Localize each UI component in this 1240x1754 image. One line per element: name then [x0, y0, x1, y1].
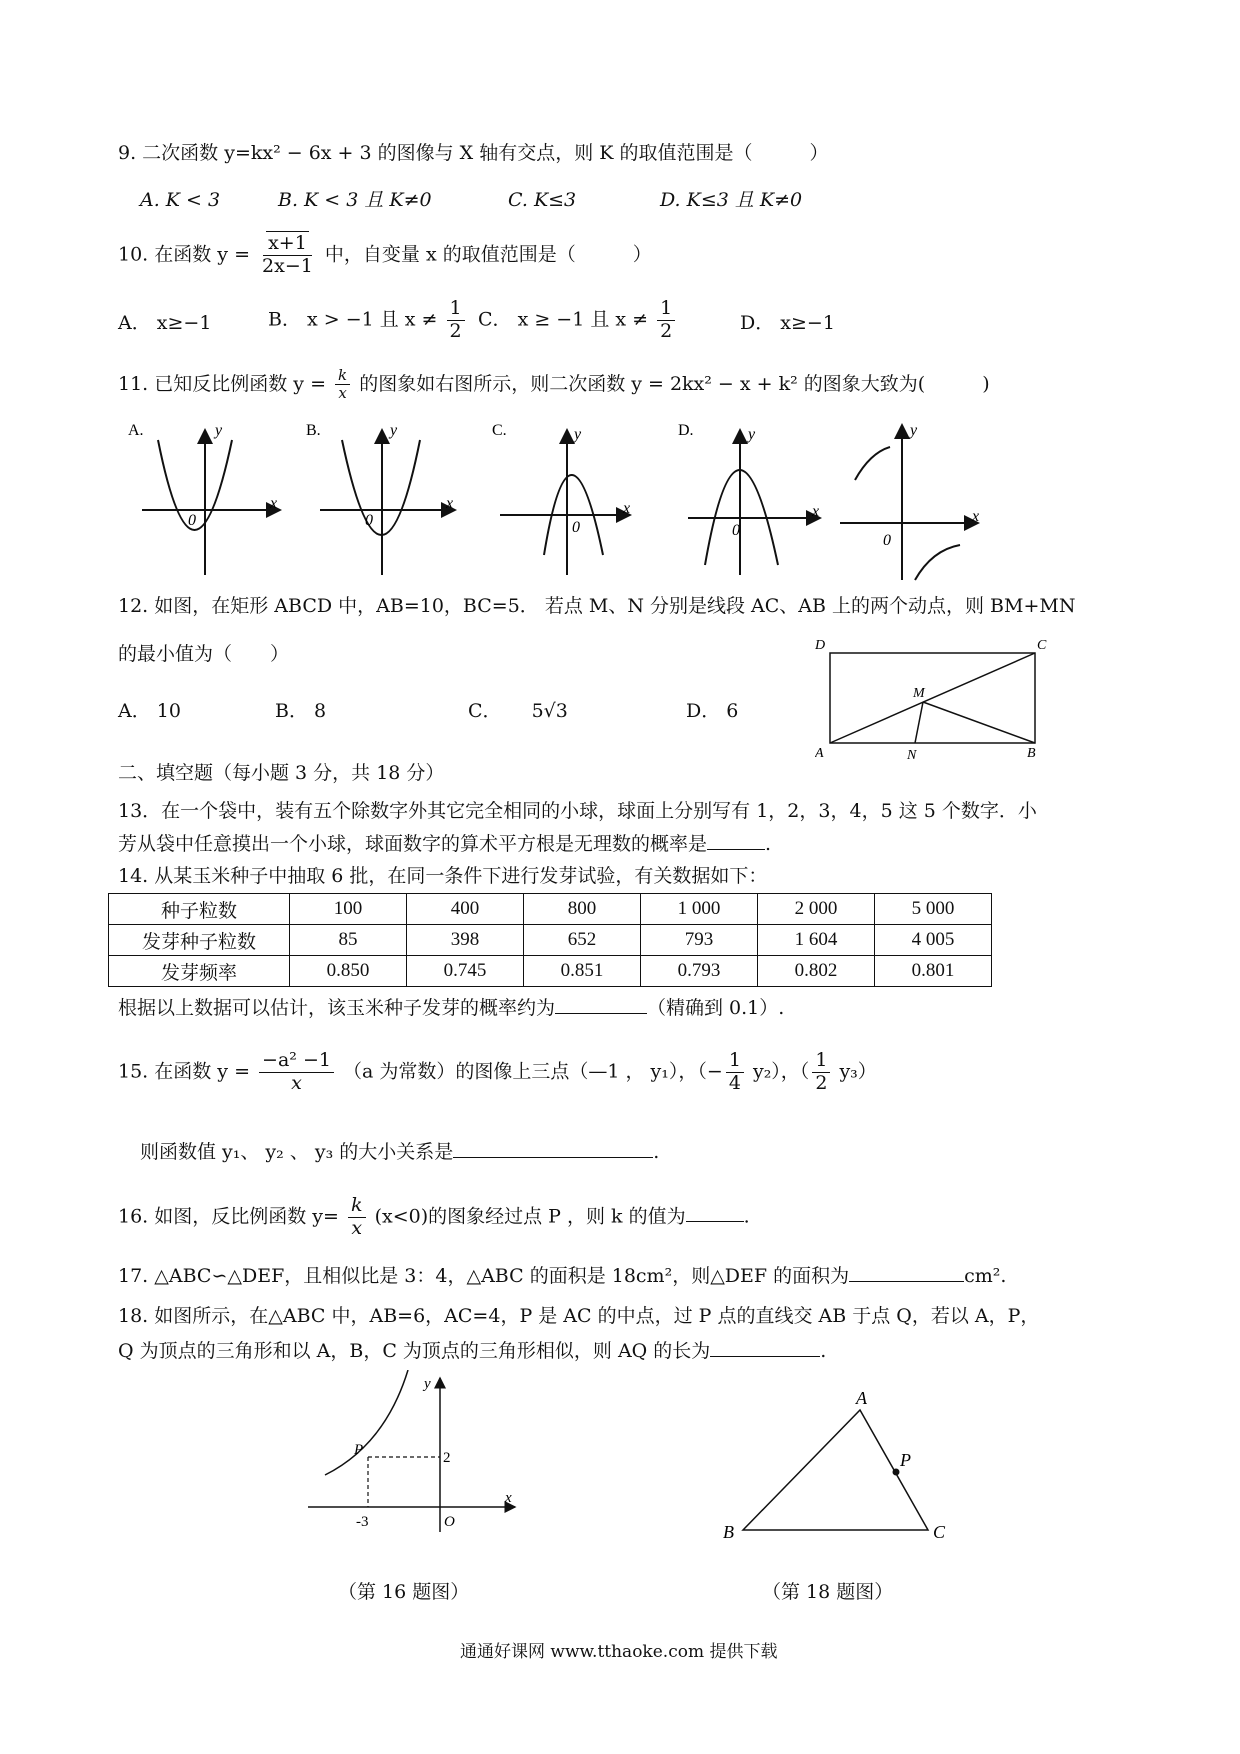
q18-line1: 18. 如图所示，在△ABC 中，AB=6，AC=4，P 是 AC 的中点，过 P 点的直线交 AB 于点 Q，若以 A，P， — [118, 1305, 1040, 1327]
q11-b-origin: 0 — [365, 512, 373, 529]
q14-conclusion — [118, 997, 784, 1020]
table-cell: 发芽种子粒数 — [109, 925, 290, 956]
q10-option-c-text: C． x ≥ −1 且 x ≠ — [478, 308, 649, 331]
q15-answer-blank — [453, 1141, 653, 1158]
q15-line2-end: . — [653, 1141, 660, 1163]
q10-c-half-num: 1 — [657, 298, 675, 321]
q15-line2 — [140, 1141, 659, 1164]
q11-b-y: y — [390, 422, 398, 439]
q11-a-y: y — [215, 422, 223, 439]
q17-end: cm². — [964, 1265, 1007, 1287]
q17-stem — [118, 1265, 1006, 1288]
table-cell: 2 000 — [758, 894, 875, 925]
q10-stem — [118, 233, 652, 278]
q11-k: k — [335, 367, 350, 385]
table-cell: 652 — [524, 925, 641, 956]
q12-label-d: D — [815, 638, 826, 653]
q12-option-a: A． 10 — [118, 700, 181, 722]
q9-option-d: D. K≤3 且 K≠0 — [660, 189, 803, 211]
q12-label-a: A — [815, 746, 824, 761]
q18-line2 — [118, 1340, 826, 1363]
q18-answer-blank — [710, 1340, 820, 1357]
table-cell: 0.850 — [290, 956, 407, 987]
figure-18-triangle — [715, 1390, 965, 1540]
q16-answer-blank — [686, 1205, 744, 1222]
figure-18-caption: （第 18 题图） — [762, 1581, 894, 1603]
q14-after-post: （精确到 0.1）. — [647, 997, 785, 1019]
q15-denominator: x — [291, 1071, 302, 1094]
q12-option-b: B． 8 — [275, 700, 327, 722]
q10-tail: 中，自变量 x 的取值范围是（ ） — [324, 243, 652, 266]
q15-end: y₃） — [833, 1060, 877, 1083]
q11-graph-c — [492, 422, 630, 575]
q11-graph-b — [306, 422, 455, 575]
q17-answer-blank — [849, 1265, 964, 1282]
q11-tail: 的图象如右图所示，则二次函数 y = 2kx² − x + k² 的图象大致为( ) — [359, 372, 990, 395]
table-cell: 种子粒数 — [109, 894, 290, 925]
q14-answer-blank — [555, 997, 647, 1014]
q12-label-n: N — [907, 748, 917, 763]
q15-line2-text: 则函数值 y₁、 y₂ 、 y₃ 的大小关系是 — [140, 1141, 454, 1163]
q12-label-b: B — [1027, 746, 1036, 761]
q15-frac1-num: 1 — [726, 1050, 744, 1073]
q16-lead: 16. 如图，反比例函数 y= — [118, 1205, 339, 1228]
q11-c-origin: 0 — [572, 519, 580, 536]
q12-option-c-label: C． — [468, 700, 502, 722]
q10-c-half-den: 2 — [660, 319, 673, 342]
q11-graph-a — [128, 422, 280, 575]
table-cell: 85 — [290, 925, 407, 956]
q9-option-b: B. K < 3 且 K≠0 — [278, 189, 432, 211]
q11-a-origin: 0 — [188, 512, 196, 529]
q11-d-x: x — [812, 503, 820, 520]
q12-option-c — [468, 700, 568, 723]
table-cell: 4 005 — [875, 925, 992, 956]
q10-b-half-den: 2 — [449, 319, 462, 342]
q11-reference-hyperbola — [840, 422, 979, 580]
q11-x: x — [338, 384, 347, 403]
q10-option-d: D． x≥−1 — [740, 312, 835, 334]
fig18-label-c: C — [933, 1522, 946, 1540]
q15-mid2: y₂），（ — [746, 1060, 810, 1083]
fig16-tick-2: 2 — [443, 1450, 451, 1466]
q11-b-x: x — [446, 495, 454, 512]
table-cell: 800 — [524, 894, 641, 925]
table-cell: 0.745 — [407, 956, 524, 987]
table-cell: 0.793 — [641, 956, 758, 987]
fig18-label-a: A — [856, 1390, 867, 1408]
q18-line2-text: Q 为顶点的三角形和以 A，B，C 为顶点的三角形相似，则 AQ 的长为 — [118, 1340, 711, 1362]
q14-after-pre: 根据以上数据可以估计，该玉米种子发芽的概率约为 — [118, 997, 556, 1019]
q12-line1: 12. 如图，在矩形 ABCD 中，AB=10，BC=5． 若点 M、N 分别是线段 AC、AB 上的两个动点，则 BM+MN — [118, 595, 1076, 617]
q15-lead: 15. 在函数 y = — [118, 1060, 250, 1083]
table-cell: 0.802 — [758, 956, 875, 987]
q10-option-a: A． x≥−1 — [118, 312, 212, 334]
q15-frac2-num: 1 — [812, 1050, 830, 1073]
section-fill-in-title: 二、填空题（每小题 3 分，共 18 分） — [118, 762, 445, 784]
q10-denominator: 2x−1 — [262, 254, 313, 277]
q11-graph-d — [678, 422, 820, 575]
q13-end: . — [765, 833, 772, 855]
table-cell: 100 — [290, 894, 407, 925]
fig16-p-label: P — [354, 1442, 364, 1458]
fig16-tick-neg3: -3 — [356, 1514, 369, 1530]
q9-option-a: A. K < 3 — [140, 189, 221, 211]
q16-tail: (x<0)的图象经过点 P ，则 k 的值为 — [374, 1205, 686, 1228]
q10-option-c — [478, 298, 678, 343]
table-cell: 398 — [407, 925, 524, 956]
fig16-y-label: y — [424, 1376, 431, 1392]
q11-ref-x: x — [972, 508, 980, 525]
q10-b-half-num: 1 — [447, 298, 465, 321]
table-cell: 793 — [641, 925, 758, 956]
q12-option-d: D． 6 — [686, 700, 739, 722]
q11-ref-y: y — [910, 422, 918, 439]
figure-16-hyperbola — [300, 1370, 530, 1540]
table-cell: 发芽频率 — [109, 956, 290, 987]
q17-text: 17. △ABC∽△DEF，且相似比是 3：4，△ABC 的面积是 18cm²，则△DEF 的面积为 — [118, 1265, 850, 1287]
q10-lead: 10. 在函数 y = — [118, 243, 250, 266]
q16-numerator: k — [348, 1195, 366, 1218]
q16-denominator: x — [351, 1216, 363, 1239]
q10-numerator: x+1 — [268, 232, 307, 254]
q13-answer-blank — [707, 833, 765, 850]
q13-line2-text: 芳从袋中任意摸出一个小球，球面数字的算术平方根是无理数的概率是 — [118, 833, 708, 855]
q12-rectangle-figure — [815, 635, 1055, 765]
table-cell: 5 000 — [875, 894, 992, 925]
fig16-x-label: x — [505, 1490, 512, 1506]
q11-graph-b-label: B. — [306, 422, 321, 439]
q13-line2 — [118, 833, 771, 856]
q11-d-y: y — [748, 426, 756, 443]
table-cell: 0.801 — [875, 956, 992, 987]
fig18-label-b: B — [723, 1522, 734, 1540]
q16-stem — [118, 1195, 750, 1240]
q12-option-c-value: 5√3 — [531, 700, 568, 722]
q11-stem — [118, 367, 990, 403]
q15-mid: （a 为常数）的图像上三点（—1 ， y₁），（− — [343, 1060, 723, 1083]
fig16-origin: O — [444, 1514, 455, 1530]
page-footer: 通通好课网 www.tthaoke.com 提供下载 — [460, 1642, 778, 1662]
q18-end: . — [820, 1340, 827, 1362]
q11-lead: 11. 已知反比例函数 y = — [118, 372, 326, 395]
q12-label-m: M — [913, 686, 925, 701]
q9-stem: 9. 二次函数 y=kx² − 6x + 3 的图像与 X 轴有交点，则 K 的取值范围是（ ） — [118, 142, 829, 164]
q9-option-c: C. K≤3 — [508, 189, 577, 211]
table-row — [109, 894, 992, 925]
table-cell: 400 — [407, 894, 524, 925]
figure-16-caption: （第 16 题图） — [338, 1581, 470, 1603]
table-cell: 1 000 — [641, 894, 758, 925]
q13-line1: 13．在一个袋中，装有五个除数字外其它完全相同的小球，球面上分别写有 1，2，3，4，5 这 5 个数字．小 — [118, 800, 1037, 822]
q12-line2: 的最小值为（ ） — [118, 643, 290, 665]
q15-numerator: −a² −1 — [259, 1050, 334, 1073]
q11-ref-origin: 0 — [883, 532, 891, 549]
q11-c-y: y — [574, 426, 582, 443]
q11-figures — [120, 415, 1000, 585]
q10-option-b — [268, 298, 468, 343]
q16-end: . — [743, 1205, 750, 1228]
table-cell: 0.851 — [524, 956, 641, 987]
q11-graph-a-label: A. — [128, 422, 144, 439]
q15-frac2-den: 2 — [815, 1071, 828, 1094]
q15-stem — [118, 1050, 877, 1095]
q14-stem: 14. 从某玉米种子中抽取 6 批，在同一条件下进行发芽试验，有关数据如下： — [118, 865, 768, 887]
q10-fraction — [259, 233, 316, 278]
q11-graph-c-label: C. — [492, 422, 507, 439]
q14-data-table — [108, 893, 992, 987]
q15-frac1-den: 4 — [728, 1071, 741, 1094]
q11-a-x: x — [270, 495, 278, 512]
table-cell: 1 604 — [758, 925, 875, 956]
q12-label-c: C — [1037, 638, 1047, 653]
q10-option-b-text: B． x > −1 且 x ≠ — [268, 308, 438, 331]
q11-c-x: x — [623, 500, 631, 517]
table-row — [109, 956, 992, 987]
fig18-label-p: P — [900, 1450, 911, 1470]
q11-d-origin: 0 — [732, 522, 740, 539]
table-row — [109, 925, 992, 956]
q11-graph-d-label: D. — [678, 422, 694, 439]
